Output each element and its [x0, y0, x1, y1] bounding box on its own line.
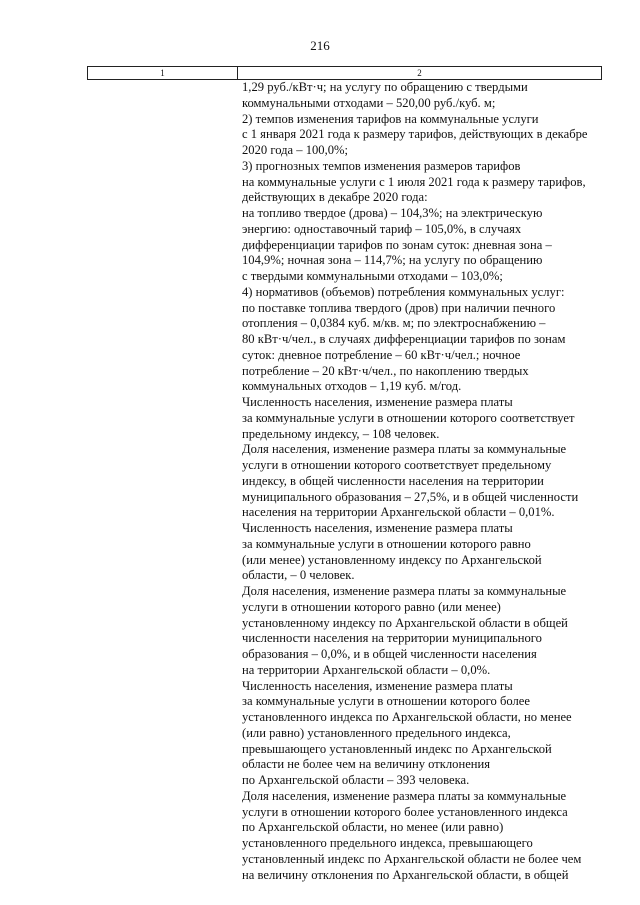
text-line: Доля населения, изменение размера платы за коммунальные	[242, 584, 567, 598]
text-line: 1,29 руб./кВт·ч; на услугу по обращению с твердыми	[242, 80, 528, 94]
text-line: за коммунальные услуги в отношении которого соответствует	[242, 410, 575, 425]
text-line: 2020 года – 100,0%;	[242, 143, 349, 157]
text-line: предельному индексу, – 108 человек.	[242, 426, 440, 441]
text-line: области, – 0 человек.	[242, 568, 355, 583]
text-line: услуги в отношении которого соответствует предельному	[242, 458, 552, 472]
text-line: численности населения на территории муниципального	[242, 631, 542, 646]
text-line: превышающего установленный индекс по Архангельской	[242, 741, 552, 756]
text-line: дифференциации тарифов по зонам суток: дневная зона –	[242, 237, 552, 252]
text-line: 2) темпов изменения тарифов на коммунальные услуги	[242, 111, 539, 126]
text-line: за коммунальные услуги в отношении которого более	[242, 694, 530, 709]
text-line: на территории Архангельской области – 0,0%.	[242, 662, 491, 677]
text-line: услуги в отношении которого более установленного индекса	[242, 804, 568, 819]
table-cell-text	[242, 80, 592, 883]
text-line: 80 кВт·ч/чел., в случаях дифференциации тарифов по зонам	[242, 332, 566, 346]
text-line: отопления – 0,0384 куб. м/кв. м; по электроснабжению –	[242, 316, 546, 331]
text-line: 104,9%; ночная зона – 114,7%; на услугу по обращению	[242, 253, 543, 268]
text-line: по поставке топлива твердого (дров) при наличии печного	[242, 300, 556, 315]
text-line: по Архангельской области, но менее (или равно)	[242, 820, 504, 835]
text-line: Численность населения, изменение размера платы	[242, 521, 513, 535]
text-line: действующих в декабре 2020 года:	[242, 190, 428, 205]
text-line: коммунальных отходов – 1,19 куб. м/год.	[242, 379, 462, 394]
text-line: на топливо твердое (дрова) – 104,3%; на электрическую	[242, 206, 543, 220]
text-line: муниципального образования – 27,5%, и в общей численности	[242, 489, 579, 504]
text-line: установленный индекс по Архангельской области не более чем	[242, 851, 582, 866]
text-line: услуги в отношении которого равно (или менее)	[242, 599, 501, 614]
text-line: области не более чем на величину отклонения	[242, 757, 491, 772]
text-line: по Архангельской области – 393 человека.	[242, 773, 470, 787]
text-line: на коммунальные услуги с 1 июля 2021 года к размеру тарифов,	[242, 174, 586, 189]
text-line: индексу, в общей численности населения на территории	[242, 473, 544, 488]
table-header-cell-2: 2	[417, 68, 422, 78]
text-line: с твердыми коммунальными отходами – 103,0%;	[242, 269, 503, 283]
text-line: потребление – 20 кВт·ч/чел., по накоплению твердых	[242, 363, 529, 378]
text-line: за коммунальные услуги в отношении которого равно	[242, 536, 531, 551]
text-line: установленного индекса по Архангельской области, но менее	[242, 710, 572, 724]
text-line: населения на территории Архангельской области – 0,01%.	[242, 505, 555, 520]
text-line: (или равно) установленного предельного индекса,	[242, 725, 511, 740]
text-line: Численность населения, изменение размера платы	[242, 395, 513, 409]
text-line: 4) нормативов (объемов) потребления коммунальных услуг:	[242, 284, 565, 299]
text-line: (или менее) установленному индексу по Архангельской	[242, 552, 542, 567]
table-header-row	[87, 66, 602, 80]
text-line: Доля населения, изменение размера платы за коммунальные	[242, 442, 567, 457]
text-line: коммунальными отходами – 520,00 руб./куб. м;	[242, 95, 496, 110]
text-line: Доля населения, изменение размера платы за коммунальные	[242, 788, 567, 803]
text-line: 3) прогнозных темпов изменения размеров тарифов	[242, 158, 521, 173]
text-line: суток: дневное потребление – 60 кВт·ч/чел.; ночное	[242, 347, 521, 362]
text-line: установленного предельного индекса, превышающего	[242, 836, 533, 850]
text-line: установленному индексу по Архангельской области в общей	[242, 615, 568, 630]
table-header-cell-1: 1	[88, 67, 238, 79]
text-line: с 1 января 2021 года к размеру тарифов, действующих в декабре	[242, 127, 588, 142]
text-line: образования – 0,0%, и в общей численности населения	[242, 647, 537, 661]
text-line: Численность населения, изменение размера платы	[242, 678, 513, 693]
page-number: 216	[310, 38, 330, 53]
text-line: на величину отклонения по Архангельской области, в общей	[242, 867, 569, 882]
text-line: энергию: одноставочный тариф – 105,0%, в случаях	[242, 221, 522, 236]
